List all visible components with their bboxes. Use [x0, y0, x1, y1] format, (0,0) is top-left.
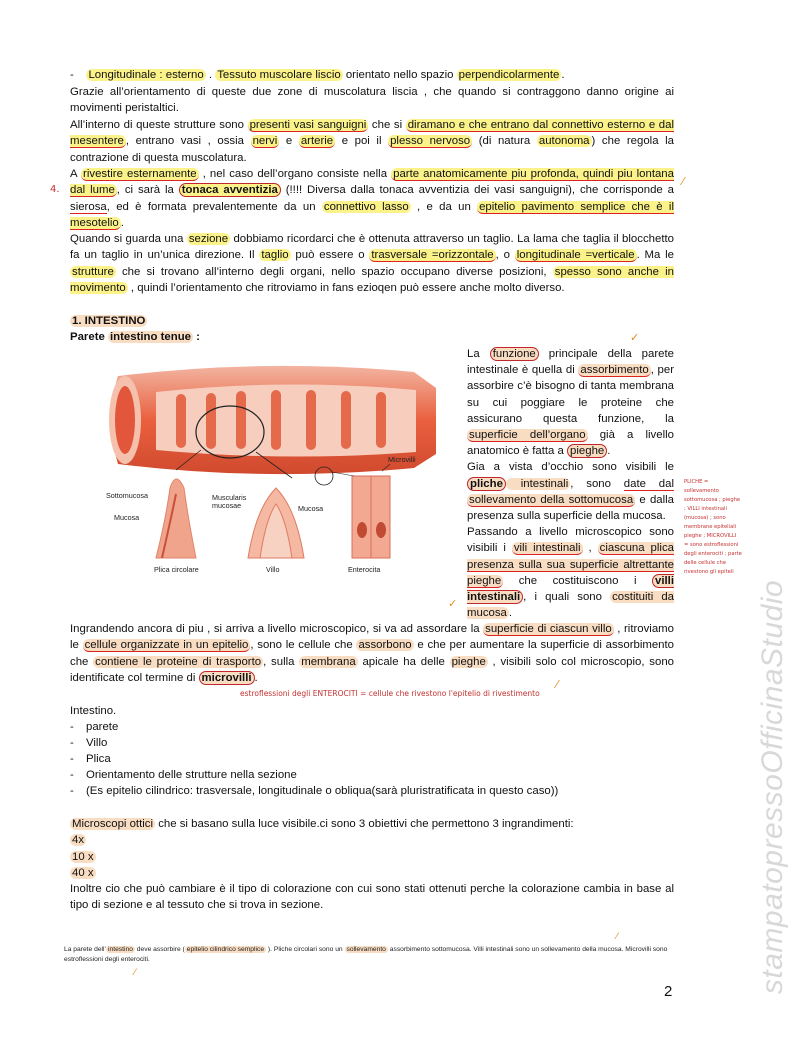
label-mucosa-left: Mucosa	[114, 513, 140, 522]
label-enterocita: Enterocita	[348, 565, 381, 574]
list-title: Intestino.	[70, 705, 117, 717]
section-heading: 1. INTESTINO	[72, 315, 146, 327]
label-microvilli: Microvilli	[388, 455, 416, 464]
section-subheading: Parete intestino tenue :	[70, 331, 200, 343]
paragraph-colorazione: Inoltre cio che può cambiare è il tipo di colorazione con cui sono stati ottenuti perche la colorazione cambia in base al tipo di sezione e al tessuto che si trova in sezione.	[70, 883, 674, 912]
list-item: - Orientamento delle strutture nella sezione	[70, 767, 670, 783]
check-mark-icon: ✓	[448, 597, 458, 610]
intestino-list	[70, 719, 670, 799]
plica-illustration	[156, 479, 196, 558]
check-mark-icon: ✓	[630, 331, 640, 344]
paragraph-peristalsi: Grazie all’orientamento di queste due zone di muscolatura liscia , che quando si contraggono danno origine ai movimenti peristaltici.	[70, 86, 674, 115]
footnote: La parete dell’ intestino deve assorbire ( epitelio cilindrico semplice ). Pliche circolari sono un sollevamento assorbimento sottomucosa. Villi intestinali sono un sollevamento della mucosa. Microvilli sono estroflessioni degli enterociti.	[64, 946, 668, 963]
list-item: - Plica	[70, 751, 670, 767]
check-mark-icon: ⁄	[682, 175, 684, 188]
right-column-text: La funzione principale della parete intestinale è quella di assorbimento , per assorbire c’è bisogno di tanta membrana su cui poggiare le proteine che assicurano questa funzione, la superficie dell’organo già a livello anatomico è fatta a pieghe . Gia a vista d’occhio sono visibili le pliche intestinali , sono date dal sollevamento della sottomucosa e dalla presenza sulla superficie della mucosa. Passando a livello microscopico sono visibili i vili intestinali , ciascuna plica presenza sulla sua superficie altrettante pieghe che costituiscono i villi intestinali , i quali sono costituiti da mucosa .	[467, 348, 675, 620]
label-villo: Villo	[266, 565, 280, 574]
watermark: stampatopressoOfficinaStudio	[756, 579, 790, 995]
magnification-40x: 40 x	[72, 867, 94, 879]
intestine-figure	[96, 358, 456, 593]
check-mark-icon: ⁄	[616, 932, 618, 942]
label-muscularis: Muscularis	[212, 493, 247, 502]
check-mark-icon: ⁄	[556, 678, 558, 691]
paragraph-sezione: Quando si guarda una sezione dobbiamo ricordarci che è ottenuta attraverso un taglio. La lama che taglia il blocchetto fa un taglio in un’unica direzione. Il taglio può essere o trasversale =orizzontale , o longitudinale =verticale . Ma le strutture che si trovano all’interno degli organi, nello spazio occupano diverse posizioni, spesso sono anche in movimento , quindi l’orientamento che ritroviamo in fans ezioqen può essere anche molto diverso.	[70, 233, 675, 294]
handwritten-margin-notes: PLICHE = sollevamento sottomucosa ; pieghe ; VILLI intestinali (mucosa) ; sono membrane epiteliali pieghe ; MICROVILLI = sono estroflessioni degli enterociti ; parte delle cellule che rivestono gli epiteli	[684, 479, 742, 575]
paragraph-microvilli: Ingrandendo ancora di piu , si arriva a livello microscopico, si va ad assordare la superficie di ciascun villo , ritroviamo le cellule organizzate in un epitelio , sono le cellule che assorbono e che per aumentare la superficie di assorbimento che contiene le proteine di trasporto , sulla membrana apicale ha delle pieghe , visibili solo col microscopio, sono identificate col termine di microvilli .	[70, 623, 675, 684]
paragraph-longitudinale: - Longitudinale : esterno . Tessuto muscolare liscio orientato nello spazio perpendicolarmente .	[70, 69, 565, 81]
paragraph-microscopi: Microscopi ottici che si basano sulla luce visibile.ci sono 3 obiettivi che permettono 3 ingrandimenti:	[72, 818, 574, 830]
list-item: - Villo	[70, 735, 670, 751]
magnification-10x: 10 x	[72, 851, 94, 863]
magnification-4x: 4x	[72, 834, 85, 846]
handwritten-note-enterociti: estroflessioni degli ENTEROCITI = cellule che rivestono l'epitelio di rivestimento	[240, 689, 540, 698]
page-number: 2	[664, 983, 673, 1000]
paragraph-vasi: All’interno di queste strutture sono presenti vasi sanguigni che si diramano e che entrano dal connettivo esterno e dal mesentere , entrano vasi , ossia nervi e arterie e poi il plesso nervoso (di natura autonoma ) che regola la contrazione di questa muscolatura.	[70, 119, 674, 164]
paragraph-avventizia: A rivestire esternamente , nel caso dell’organo consiste nella parte anatomicamente piu profonda, quindi piu lontana dal lume , ci sarà la tonaca avventizia (!!!! Diversa dalla tonaca avventizia dei vasi sanguigni), che corrisponde a sierosa, ed è formata prevalentemente da un connettivo lasso , e da un epitelio pavimento semplice che è il mesotelio .	[70, 168, 674, 229]
enterocita-illustration	[352, 476, 390, 558]
label-sottomucosa: Sottomucosa	[106, 491, 148, 500]
list-item: - parete	[70, 719, 670, 735]
handwritten-number: 4.	[50, 184, 60, 195]
list-item: - (Es epitelio cilindrico: trasversale, longitudinale o obliqua(sarà pluristratificata in questo caso))	[70, 783, 670, 799]
check-mark-icon: ⁄	[134, 968, 136, 978]
label-plica: Plica circolare	[154, 565, 199, 574]
label-mucosa-mid: Mucosa	[298, 504, 324, 513]
villo-illustration	[248, 488, 304, 558]
label-mucosae: mucosae	[212, 501, 242, 510]
intestine-tube-illustration	[109, 366, 436, 474]
